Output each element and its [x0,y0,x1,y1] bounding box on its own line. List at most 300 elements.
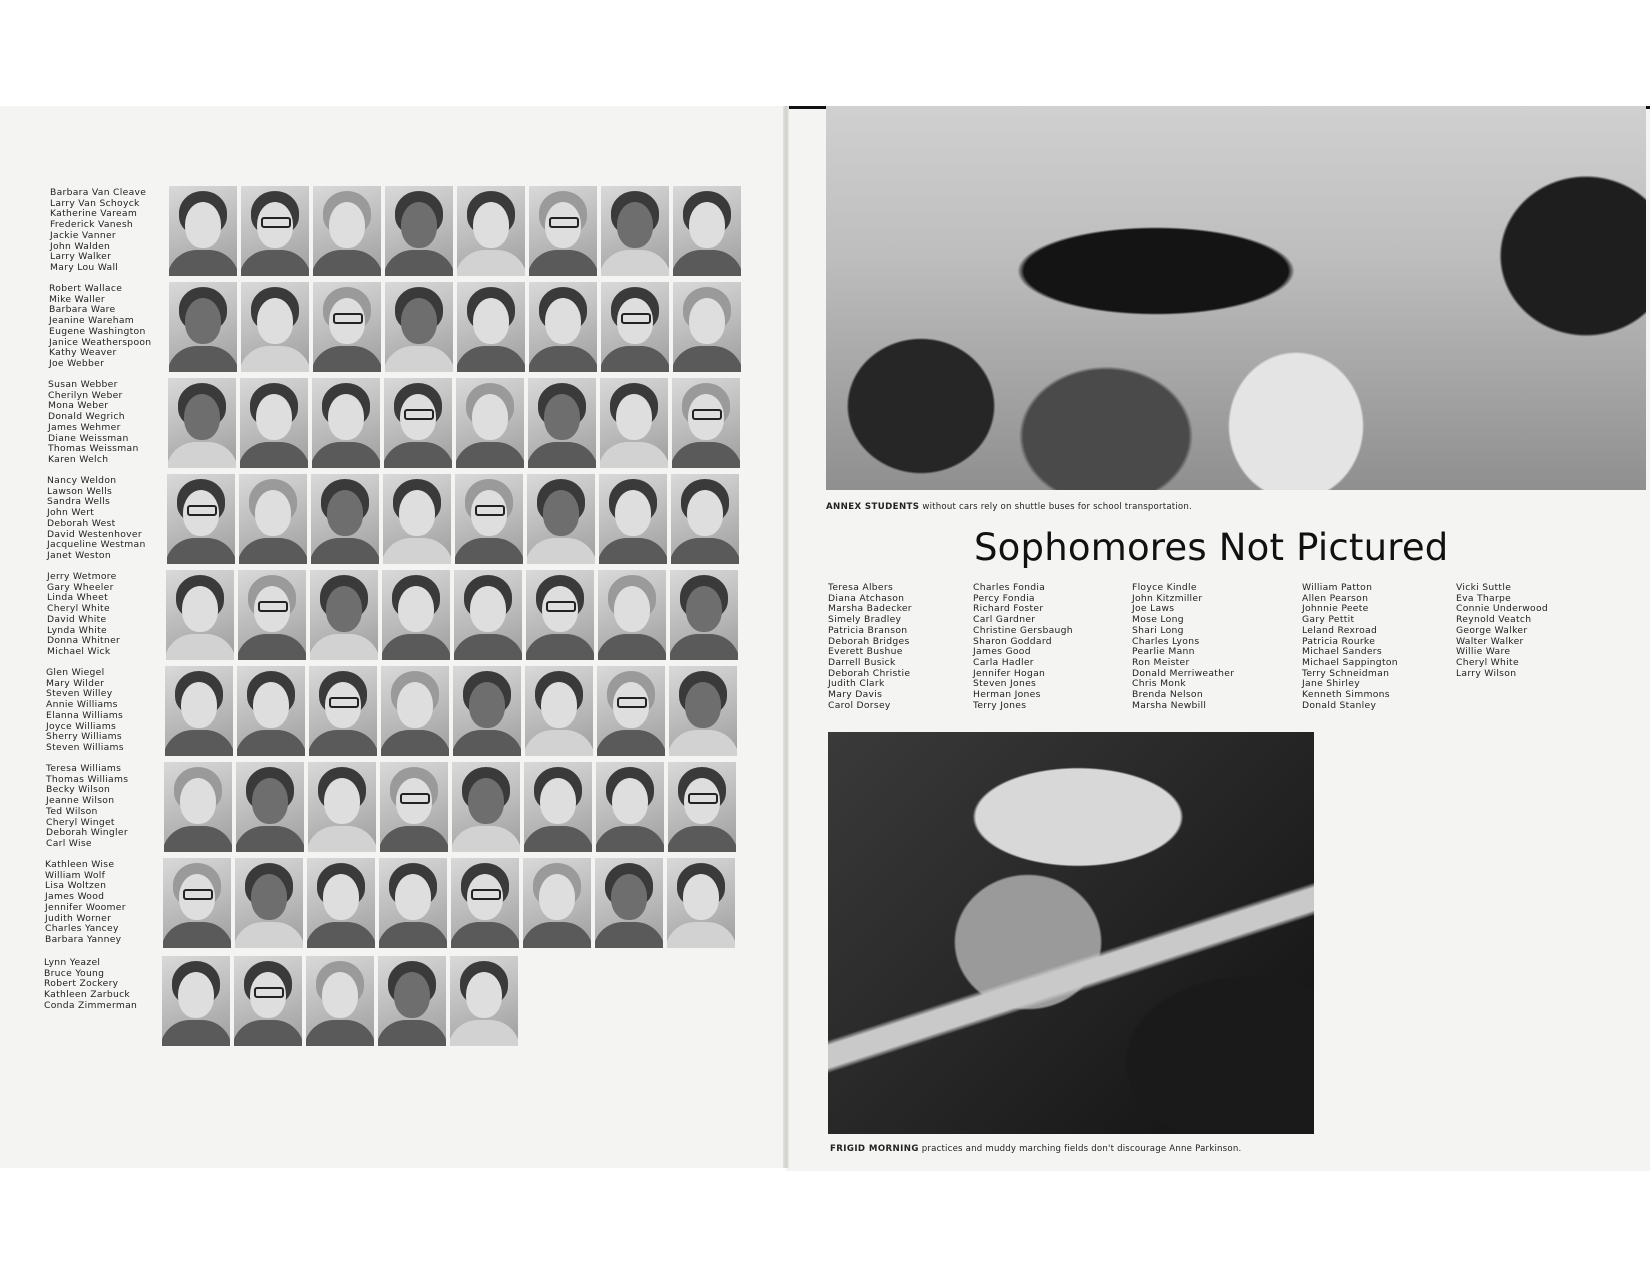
portrait-face [617,202,653,248]
student-name: Judith Worner [45,912,112,924]
student-portrait [163,858,231,948]
portrait-face [544,394,580,440]
portrait-body [167,538,235,564]
not-pictured-column [1302,583,1398,711]
student-portrait [527,474,595,564]
student-name: Nancy Weldon [47,475,117,486]
portrait-face [614,586,650,632]
portrait-face [541,682,577,728]
student-portrait [378,956,446,1046]
not-pictured-name: Judith Clark [828,678,885,690]
not-pictured-name: Willie Ware [1456,646,1511,658]
student-portrait [238,570,306,660]
portrait-face [545,298,581,344]
portrait-face [468,778,504,824]
not-pictured-name: Pearlie Mann [1132,646,1195,658]
not-pictured-name: Leland Rexroad [1302,624,1378,636]
not-pictured-name: Brenda Nelson [1132,689,1203,701]
not-pictured-name: Jane Shirley [1302,678,1360,690]
portrait-face [543,490,579,536]
student-portrait [526,570,594,660]
not-pictured-name: Marsha Newbill [1132,699,1207,711]
portrait-face [328,394,364,440]
portrait-face [611,874,647,920]
student-portrait [169,186,237,276]
portrait-face [185,298,221,344]
student-name: Karen Welch [48,453,109,465]
portrait-body [597,730,665,756]
student-portrait [239,474,307,564]
portrait-face [612,778,648,824]
student-name: Janice Weatherspoon [49,336,152,348]
student-portrait [384,378,452,468]
portrait-face [254,586,290,632]
student-portrait [380,762,448,852]
portrait-face [542,586,578,632]
portrait-face [616,394,652,440]
portrait-face [472,394,508,440]
portrait-body [451,922,519,948]
portrait-face [467,874,503,920]
student-name: Jacqueline Westman [47,539,146,551]
student-name: Jennifer Woomer [45,901,126,913]
not-pictured-name: Sharon Goddard [973,635,1052,647]
portrait-body [235,922,303,948]
student-portrait [667,858,735,948]
portrait-body [163,922,231,948]
student-name: Larry Walker [50,251,112,263]
student-portrait [166,570,234,660]
portrait-face [322,972,358,1018]
student-name: Annie Williams [46,699,118,711]
student-name: Bruce Young [44,967,105,979]
student-name: Deborah West [47,517,116,529]
portrait-face [182,586,218,632]
student-name: Joe Webber [49,357,105,369]
portrait-face [256,394,292,440]
portrait-face [252,778,288,824]
portrait-face [395,874,431,920]
student-name: Steven Willey [46,688,113,700]
student-portrait [524,762,592,852]
not-pictured-name: Terry Jones [973,699,1027,711]
portrait-face [257,298,293,344]
portrait-face [470,586,506,632]
student-portrait [598,570,666,660]
portrait-body [310,634,378,660]
student-portrait [162,956,230,1046]
portrait-face [687,490,723,536]
bus-caption-lead: ANNEX STUDENTS [826,502,920,512]
student-portrait [385,186,453,276]
student-name: Diane Weissman [48,432,129,444]
student-name: Donald Wegrich [48,411,125,423]
student-name: Barbara Ware [49,304,116,316]
portrait-face [689,298,725,344]
portrait-body [382,634,450,660]
portrait-face [401,202,437,248]
portrait-body [241,346,309,372]
student-name: James Wood [45,891,105,903]
not-pictured-name: Gary Pettit [1302,614,1355,626]
portrait-face [688,394,724,440]
not-pictured-name: John Kitzmiller [1132,592,1203,604]
portrait-body [671,538,739,564]
student-name: Donna Whitner [47,635,121,647]
student-name: Kathy Weaver [49,347,117,359]
not-pictured-name: Deborah Christie [828,667,911,679]
not-pictured-name: Johnnie Peete [1302,603,1369,615]
not-pictured-name: Marsha Badecker [828,603,912,615]
student-name: Gary Wheeler [47,581,114,593]
name-group [47,476,146,562]
not-pictured-name: Chris Monk [1132,678,1186,690]
portrait-face [255,490,291,536]
student-portrait [241,186,309,276]
student-portrait [597,666,665,756]
student-name: Charles Yancey [45,923,119,935]
portrait-body [456,442,524,468]
not-pictured-name: Donald Stanley [1302,699,1377,711]
portrait-face [179,874,215,920]
portrait-face [185,202,221,248]
portrait-body [669,730,737,756]
student-portrait [456,378,524,468]
student-portrait [528,378,596,468]
not-pictured-name: Floyce Kindle [1132,582,1197,593]
student-name: John Walden [50,240,111,252]
portrait-body [529,346,597,372]
portrait-body [313,250,381,276]
portrait-face [394,972,430,1018]
student-portrait [383,474,451,564]
student-name: Kathleen Wise [45,859,115,870]
portrait-face [327,490,363,536]
student-portrait [167,474,235,564]
portrait-body [306,1020,374,1046]
portrait-face [180,778,216,824]
not-pictured-name: Diana Atchason [828,592,905,604]
portrait-body [457,346,525,372]
portrait-face [178,972,214,1018]
not-pictured-name: Donald Merriweather [1132,667,1235,679]
student-name: Eugene Washington [49,325,146,337]
portrait-body [312,442,380,468]
student-name: Larry Van Schoyck [50,197,140,209]
not-pictured-name: Percy Fondia [973,592,1035,604]
not-pictured-name: Vicki Suttle [1456,582,1512,593]
bus-caption-text: without cars rely on shuttle buses for school transportation. [919,502,1192,512]
student-name: Cheryl Winget [46,816,115,828]
not-pictured-column [1132,583,1234,711]
not-pictured-name: Jennifer Hogan [973,667,1046,679]
portrait-body [453,730,521,756]
portrait-face [184,394,220,440]
portrait-face [325,682,361,728]
student-portrait [669,666,737,756]
student-portrait [529,186,597,276]
student-name: Thomas Weissman [48,443,139,455]
portrait-body [309,730,377,756]
student-name: David White [47,613,107,625]
student-name: Frederick Vanesh [50,219,134,231]
portrait-face [545,202,581,248]
not-pictured-name: Michael Sanders [1302,646,1382,658]
portrait-body [450,1020,518,1046]
student-name: Steven Williams [46,741,124,753]
not-pictured-name: Charles Fondia [973,582,1046,593]
student-portrait [457,186,525,276]
band-member-photo [828,732,1314,1134]
name-group [47,572,120,658]
portrait-face [539,874,575,920]
bus-photo-caption [826,502,1192,512]
student-name: Jackie Vanner [50,229,117,241]
student-portrait [529,282,597,372]
student-portrait [453,666,521,756]
student-name: Michael Wick [47,645,111,657]
portrait-body [238,634,306,660]
not-pictured-name: Carla Hadler [973,656,1034,668]
portrait-body [164,826,232,852]
portrait-face [401,298,437,344]
student-portrait [234,956,302,1046]
not-pictured-name: Deborah Bridges [828,635,910,647]
portrait-face [326,586,362,632]
not-pictured-name: Mary Davis [828,689,883,701]
portrait-body [523,922,591,948]
not-pictured-name: Eva Tharpe [1456,592,1512,604]
portrait-body [454,634,522,660]
student-name: Glen Wiegel [46,667,105,678]
portrait-face [399,490,435,536]
not-pictured-name: Simely Bradley [828,614,902,626]
portrait-face [329,202,365,248]
student-portrait [600,378,668,468]
portrait-body [668,826,736,852]
portrait-body [378,1020,446,1046]
student-name: Lynn Yeazel [44,957,101,968]
portrait-body [595,922,663,948]
portrait-body [526,634,594,660]
student-portrait [236,762,304,852]
portrait-body [381,730,449,756]
student-name: William Wolf [45,869,106,881]
not-pictured-name: William Patton [1302,582,1373,593]
student-portrait [237,666,305,756]
student-portrait [308,762,376,852]
student-portrait [672,378,740,468]
portrait-body [166,634,234,660]
name-group [45,860,126,946]
not-pictured-name: George Walker [1456,624,1528,636]
portrait-body [380,826,448,852]
portrait-body [379,922,447,948]
student-portrait [169,282,237,372]
name-group [50,188,146,274]
not-pictured-name: Christine Gersbaugh [973,624,1073,636]
portrait-body [162,1020,230,1046]
portrait-body [596,826,664,852]
student-portrait [309,666,377,756]
student-name: Katherine Vaream [50,208,138,220]
student-name: Thomas Williams [46,773,129,785]
student-portrait [312,378,380,468]
portrait-body [169,346,237,372]
portrait-body [169,250,237,276]
page-gutter [783,106,789,1168]
name-group [46,668,124,754]
student-portrait [381,666,449,756]
portrait-face [469,682,505,728]
portrait-body [385,346,453,372]
portrait-face [324,778,360,824]
student-portrait [164,762,232,852]
portrait-body [452,826,520,852]
student-name: Mona Weber [48,400,109,412]
band-photo-caption [830,1144,1241,1154]
portrait-body [601,250,669,276]
portrait-body [524,826,592,852]
portrait-body [234,1020,302,1046]
portrait-face [323,874,359,920]
portrait-face [471,490,507,536]
portrait-body [670,634,738,660]
student-portrait [168,378,236,468]
portrait-face [540,778,576,824]
not-pictured-name: Charles Lyons [1132,635,1200,647]
student-name: Becky Wilson [46,784,111,796]
portrait-body [240,442,308,468]
not-pictured-name: Walter Walker [1456,635,1524,647]
student-portrait [240,378,308,468]
student-name: James Wehmer [48,421,121,433]
portrait-body [237,730,305,756]
student-portrait [601,186,669,276]
portrait-face [400,394,436,440]
portrait-body [239,538,307,564]
portrait-body [667,922,735,948]
student-name: Sandra Wells [47,496,111,508]
not-pictured-name: Kenneth Simmons [1302,689,1390,701]
student-name: Barbara Yanney [45,933,122,945]
student-portrait [673,282,741,372]
portrait-body [308,826,376,852]
student-portrait [457,282,525,372]
student-portrait [235,858,303,948]
student-portrait [599,474,667,564]
portrait-body [598,634,666,660]
portrait-face [397,682,433,728]
student-name: Janet Weston [47,549,111,561]
student-name: Joyce Williams [46,720,117,732]
student-name: John Wert [47,507,95,519]
student-name: Cherilyn Weber [48,389,123,401]
portrait-face [257,202,293,248]
portrait-body [527,538,595,564]
student-name: Lawson Wells [47,485,113,497]
portrait-body [168,442,236,468]
band-caption-lead: FRIGID MORNING [830,1144,919,1154]
student-name: Jerry Wetmore [47,571,117,582]
student-name: Mary Lou Wall [50,261,119,273]
portrait-body [672,442,740,468]
not-pictured-name: Steven Jones [973,678,1037,690]
portrait-body [236,826,304,852]
not-pictured-name: Michael Sappington [1302,656,1398,668]
portrait-body [383,538,451,564]
name-group [46,764,128,850]
portrait-face [251,874,287,920]
not-pictured-name: Connie Underwood [1456,603,1549,615]
portrait-face [683,874,719,920]
portrait-body [311,538,379,564]
student-name: Lisa Woltzen [45,880,107,892]
portrait-face [396,778,432,824]
not-pictured-name: James Good [973,646,1031,658]
student-name: Jeanine Wareham [49,315,135,327]
student-name: Sherry Williams [46,731,123,743]
student-name: Conda Zimmerman [44,999,138,1011]
student-name: Cheryl White [47,603,110,615]
not-pictured-name: Darrell Busick [828,656,896,668]
student-portrait [670,570,738,660]
student-portrait [451,858,519,948]
student-name: Jeanne Wilson [46,795,115,807]
student-name: Deborah Wingler [46,827,128,839]
portrait-body [601,346,669,372]
student-name: Carl Wise [46,837,92,849]
student-name: Robert Wallace [49,283,123,294]
student-portrait [455,474,523,564]
student-name: Lynda White [47,624,107,636]
student-portrait [671,474,739,564]
not-pictured-name: Everett Bushue [828,646,903,658]
portrait-body [528,442,596,468]
not-pictured-column [1456,583,1548,679]
portrait-body [673,346,741,372]
student-portrait [452,762,520,852]
not-pictured-name: Mose Long [1132,614,1184,626]
student-portrait [307,858,375,948]
student-portrait [313,186,381,276]
student-portrait [310,570,378,660]
portrait-body [455,538,523,564]
portrait-body [384,442,452,468]
not-pictured-name: Carl Gardner [973,614,1036,626]
not-pictured-name: Joe Laws [1132,603,1175,615]
portrait-body [165,730,233,756]
band-caption-text: practices and muddy marching fields don't discourage Anne Parkinson. [918,1144,1242,1154]
portrait-face [181,682,217,728]
student-name: Robert Zockery [44,978,119,990]
student-name: Linda Wheet [47,592,108,604]
portrait-face [689,202,725,248]
portrait-body [673,250,741,276]
student-portrait [165,666,233,756]
portrait-body [525,730,593,756]
student-portrait [601,282,669,372]
not-pictured-name: Richard Foster [973,603,1044,615]
not-pictured-name: Ron Meister [1132,656,1190,668]
portrait-body [599,538,667,564]
not-pictured-name: Patricia Branson [828,624,908,636]
student-portrait [382,570,450,660]
not-pictured-column [973,583,1073,711]
student-portrait [595,858,663,948]
portrait-face [613,682,649,728]
name-group [49,284,151,370]
